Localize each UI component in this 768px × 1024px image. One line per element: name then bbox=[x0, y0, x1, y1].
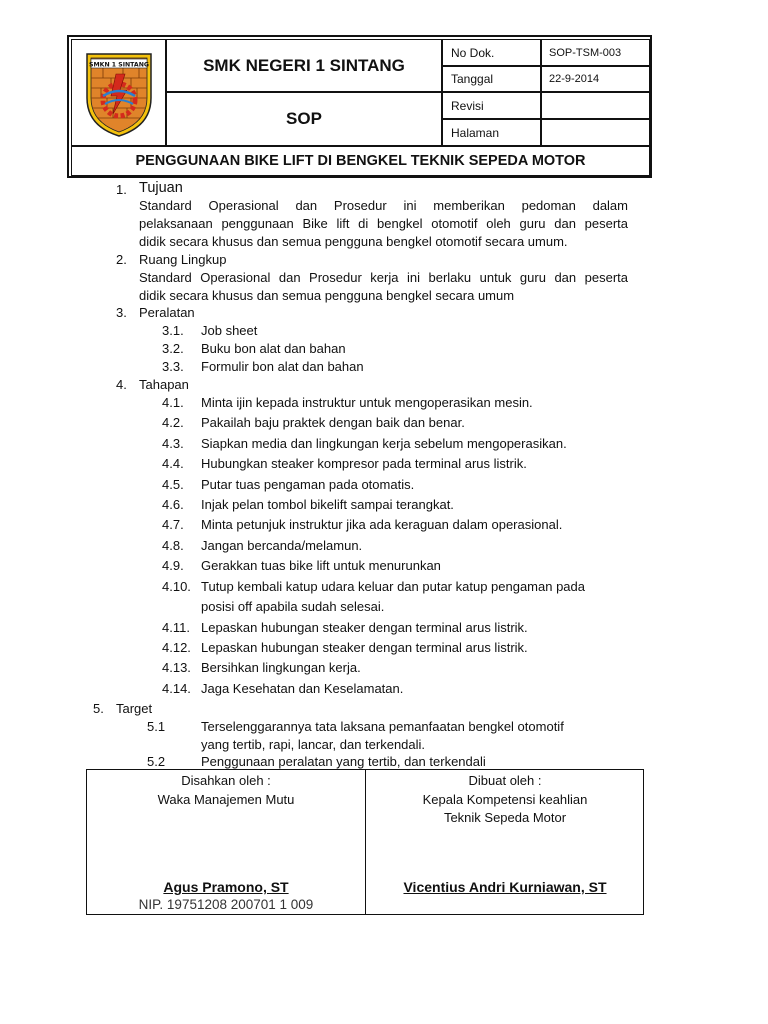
list-item: Tutup kembali katup udara keluar dan putar katup pengaman pada bbox=[201, 579, 586, 594]
list-item: Jaga Kesehatan dan Keselamatan. bbox=[201, 681, 404, 696]
section-number: 1. bbox=[116, 182, 127, 197]
school-logo-icon bbox=[83, 48, 155, 138]
item-number: 4.11. bbox=[162, 620, 190, 635]
list-item: Putar tuas pengaman pada otomatis. bbox=[201, 477, 415, 492]
item-number: 5.2 bbox=[147, 754, 166, 769]
item-number: 4.2. bbox=[162, 415, 184, 430]
list-item: Lepaskan hubungan steaker dengan terminal arus listrik. bbox=[201, 620, 528, 635]
list-item: Jangan bercanda/melamun. bbox=[201, 538, 363, 553]
list-item: Penggunaan peralatan yang tertib, dan terkendali bbox=[201, 754, 486, 769]
section-number: 4. bbox=[116, 377, 127, 392]
document-title: PENGGUNAAN BIKE LIFT DI BENGKEL TEKNIK SEPEDA MOTOR bbox=[71, 146, 650, 176]
list-item: Pakailah baju praktek dengan baik dan benar. bbox=[201, 415, 465, 430]
signature-table bbox=[86, 769, 644, 915]
signature-approved bbox=[87, 770, 365, 914]
list-item: Injak pelan tombol bikelift sampai terangkat. bbox=[201, 497, 454, 512]
tanggal-label: Tanggal bbox=[442, 66, 541, 92]
list-item: Gerakkan tuas bike lift untuk menurunkan bbox=[201, 558, 441, 573]
school-name: SMK NEGERI 1 SINTANG bbox=[166, 39, 442, 92]
item-number: 4.9. bbox=[162, 558, 184, 573]
logo-cell bbox=[71, 39, 166, 146]
paragraph-line: pelaksanaan penggunaan Bike lift di bengkel otomotif oleh guru dan peserta bbox=[139, 216, 628, 231]
list-item: Bersihkan lingkungan kerja. bbox=[201, 660, 361, 675]
approver-position: Waka Manajemen Mutu bbox=[157, 792, 295, 807]
list-item: Terselenggarannya tata laksana pemanfaatan bengkel otomotif bbox=[201, 719, 564, 734]
item-number: 4.6. bbox=[162, 497, 184, 512]
document-header bbox=[67, 35, 652, 178]
item-number: 3.1. bbox=[162, 323, 184, 338]
section-number: 3. bbox=[116, 305, 127, 320]
section-heading-tujuan: Tujuan bbox=[139, 180, 183, 196]
item-number: 4.1. bbox=[162, 395, 184, 410]
list-item: Job sheet bbox=[201, 323, 258, 338]
revisi-label: Revisi bbox=[442, 92, 541, 119]
list-item-continuation: yang tertib, rapi, lancar, dan terkendali. bbox=[201, 737, 426, 752]
no-dok-label: No Dok. bbox=[442, 39, 541, 66]
list-item: Minta petunjuk instruktur jika ada keraguan dalam operasional. bbox=[201, 517, 563, 532]
document-type: SOP bbox=[166, 92, 442, 146]
item-number: 5.1 bbox=[147, 719, 166, 734]
item-number: 3.2. bbox=[162, 341, 184, 356]
logo-banner-text: SMKN 1 SINTANG bbox=[88, 61, 149, 68]
section-heading-peralatan: Peralatan bbox=[139, 305, 195, 320]
revisi-value bbox=[541, 92, 650, 119]
halaman-value bbox=[541, 119, 650, 146]
item-number: 4.13. bbox=[162, 660, 191, 675]
list-item: Buku bon alat dan bahan bbox=[201, 341, 346, 356]
paragraph-line: Standard Operasional dan Prosedur ini memberikan pedoman dalam bbox=[139, 198, 628, 213]
item-number: 4.14. bbox=[162, 681, 191, 696]
halaman-label: Halaman bbox=[442, 119, 541, 146]
preparer-name: Vicentius Andri Kurniawan, ST bbox=[403, 879, 607, 895]
item-number: 4.4. bbox=[162, 456, 184, 471]
list-item: Lepaskan hubungan steaker dengan terminal arus listrik. bbox=[201, 640, 528, 655]
list-item: Minta ijin kepada instruktur untuk mengoperasikan mesin. bbox=[201, 395, 533, 410]
item-number: 3.3. bbox=[162, 359, 184, 374]
item-number: 4.5. bbox=[162, 477, 184, 492]
approved-by-label: Disahkan oleh : bbox=[181, 773, 271, 788]
item-number: 4.8. bbox=[162, 538, 184, 553]
item-number: 4.10. bbox=[162, 579, 191, 594]
section-heading-ruang-lingkup: Ruang Lingkup bbox=[139, 252, 227, 267]
paragraph-line: didik secara khusus dan semua pengguna bengkel otomotif secara umum. bbox=[139, 234, 568, 249]
section-number: 5. bbox=[93, 701, 104, 716]
approver-nip: NIP. 19751208 200701 1 009 bbox=[138, 897, 314, 912]
prepared-by-label: Dibuat oleh : bbox=[468, 773, 542, 788]
list-item: Formulir bon alat dan bahan bbox=[201, 359, 364, 374]
item-number: 4.12. bbox=[162, 640, 191, 655]
preparer-position: Kepala Kompetensi keahlian bbox=[422, 792, 588, 807]
approver-name: Agus Pramono, ST bbox=[163, 879, 289, 895]
section-heading-tahapan: Tahapan bbox=[139, 377, 189, 392]
list-item: Hubungkan steaker kompresor pada terminal arus listrik. bbox=[201, 456, 527, 471]
signature-prepared bbox=[365, 770, 644, 914]
list-item-continuation: posisi off apabila sudah selesai. bbox=[201, 599, 385, 614]
tanggal-value: 22-9-2014 bbox=[541, 66, 650, 92]
no-dok-value: SOP-TSM-003 bbox=[541, 39, 650, 66]
preparer-position-line2: Teknik Sepeda Motor bbox=[443, 810, 567, 825]
item-number: 4.7. bbox=[162, 517, 184, 532]
list-item: Siapkan media dan lingkungan kerja sebelum mengoperasikan. bbox=[201, 436, 567, 451]
item-number: 4.3. bbox=[162, 436, 184, 451]
paragraph-line: Standard Operasional dan Prosedur kerja ini berlaku untuk guru dan peserta bbox=[139, 270, 628, 285]
section-heading-target: Target bbox=[116, 701, 153, 716]
paragraph-line: didik secara khusus dan semua pengguna bengkel secara umum bbox=[139, 288, 515, 303]
section-number: 2. bbox=[116, 252, 127, 267]
